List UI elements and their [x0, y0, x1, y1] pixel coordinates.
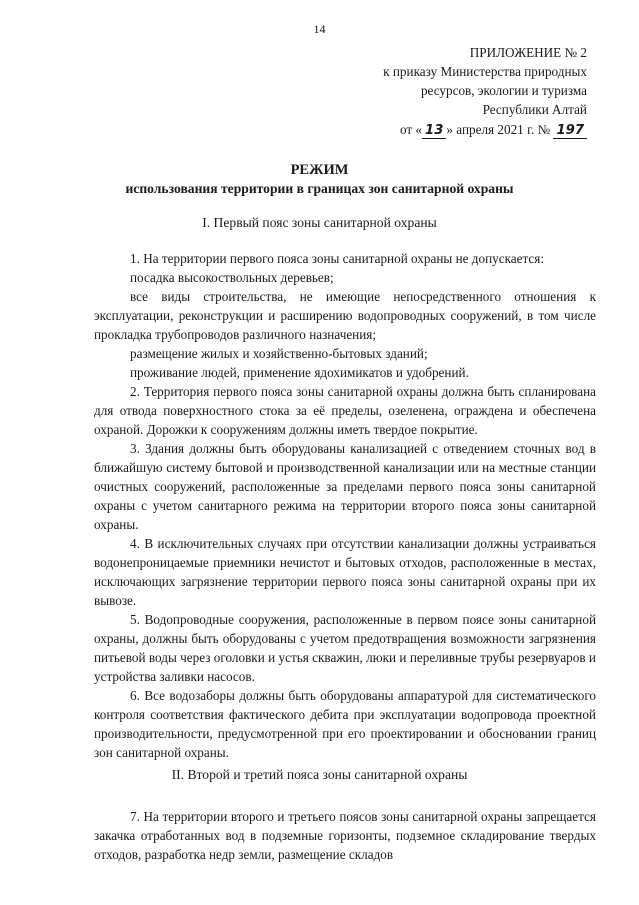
section-1-body — [94, 249, 596, 762]
appendix-republic-line: Республики Алтай — [482, 102, 587, 117]
document-subtitle: использования территории в границах зон санитарной охраны — [125, 181, 514, 196]
appendix-order-line: к приказу Министерства природных — [383, 64, 587, 79]
appendix-label: ПРИЛОЖЕНИЕ № 2 — [469, 45, 587, 60]
paragraph: 4. В исключительных случаях при отсутствии канализации должны устраиваться водонепроницаемые приемники нечистот и бытовых отходов, расположенные в местах, исключающих загрязнение территории первого пояса зоны санитарной охраны при их вывозе. — [94, 536, 596, 608]
page-number: 14 — [313, 22, 326, 36]
paragraph: размещение жилых и хозяйственно-бытовых зданий; — [130, 346, 428, 361]
paragraph: 2. Территория первого пояса зоны санитарной охраны должна быть спланирована для отвода поверхностного стока за её пределы, озеленена, ограждена и обеспечена охраной. Дорожки к сооружениям должны иметь твердое покрытие. — [94, 384, 596, 437]
paragraph: проживание людей, применение ядохимикатов и удобрений. — [130, 365, 469, 380]
paragraph: 3. Здания должны быть оборудованы канализацией с отведением сточных вод в ближайшую систему бытовой и производственной канализации или на местные станции очистных сооружений, расположенные за пределами первого пояса зоны санитарной охраны с учетом санитарного режима на территории второго пояса зоны санитарной охраны. — [94, 441, 596, 532]
paragraph: 1. На территории первого пояса зоны санитарной охраны не допускается: — [130, 251, 545, 266]
paragraph: 7. На территории второго и третьего поясов зоны санитарной охраны запрещается закачка отработанных вод в подземные горизонты, подземное складирование твердых отходов, разработка недр земли, размещение складов — [94, 809, 596, 862]
handwritten-order-number: 197 — [553, 123, 587, 139]
section-1-heading: I. Первый пояс зоны санитарной охраны — [202, 215, 437, 230]
appendix-ministry-line: ресурсов, экологии и туризма — [420, 83, 587, 98]
paragraph: посадка высокоствольных деревьев; — [130, 270, 334, 285]
section-2-heading: II. Второй и третий пояса зоны санитарной охраны — [171, 767, 468, 782]
date-middle: » апреля 2021 г. № — [446, 122, 551, 137]
paragraph: все виды строительства, не имеющие непосредственного отношения к эксплуатации, реконструкции и расширению водопроводных сооружений, в том числе прокладка трубопроводов различного назначения; — [94, 289, 596, 342]
handwritten-day: 13 — [422, 123, 446, 139]
paragraph: 5. Водопроводные сооружения, расположенные в первом поясе зоны санитарной охраны, должны быть оборудованы с учетом предотвращения возможности загрязнения питьевой воды через оголовки и устья скважин, люки и переливные трубы резервуаров и устройства заливки насосов. — [94, 612, 596, 684]
paragraph: 6. Все водозаборы должны быть оборудованы аппаратурой для систематического контроля соответствия фактического дебита при эксплуатации водопровода проектной производительности, предусмотренной при его проектировании и обосновании границ зон санитарной охраны. — [94, 688, 596, 760]
appendix-date-line — [287, 120, 587, 139]
section-2-body — [94, 807, 596, 864]
document-title: РЕЖИМ — [290, 162, 349, 178]
date-prefix: от « — [399, 122, 423, 137]
